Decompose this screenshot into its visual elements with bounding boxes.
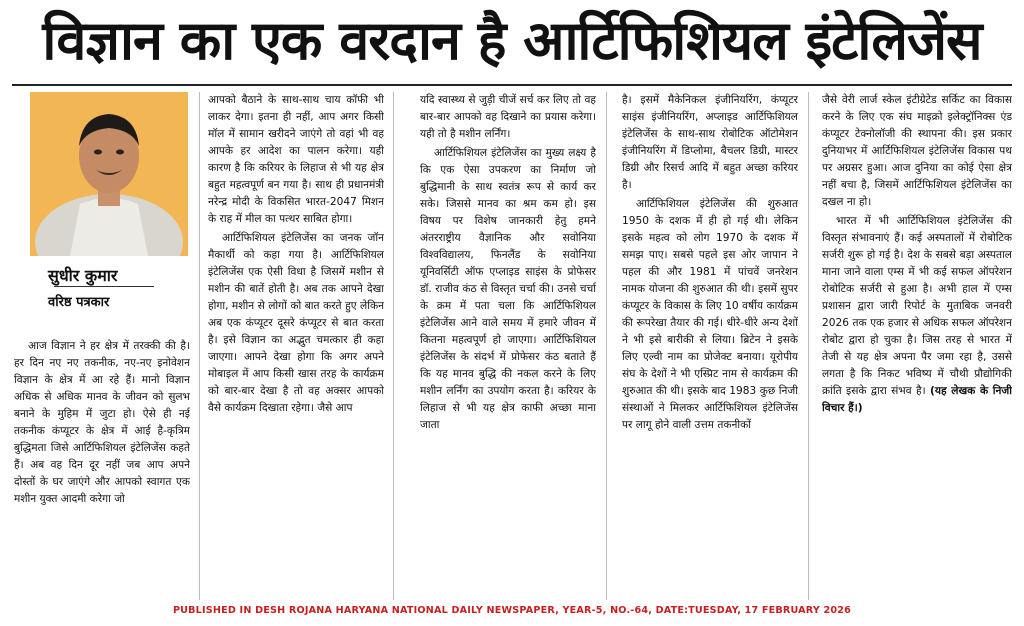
author-photo [30, 92, 188, 256]
column-2-paragraph: आपको बैठाने के साथ-साथ चाय कॉफी भी लाकर देगा। इतना ही नहीं, आप अगर किसी मॉल में सामान खरीदने जाएंगे तो वहां भी वह आपके हर आदेश का पालन करेगा। यही कारण है कि करियर के लिहाज से भी यह क्षेत्र बहुत महत्वपूर्ण बन गया है। साथ ही प्रधानमंत्री नरेन्द्र मोदी के विकसित भारत-2047 मिशन के राह में मील का पत्थर साबित होगा। [208, 94, 384, 225]
column-4-paragraph: है। इसमें मैकेनिकल इंजीनियरिंग, कंप्यूटर साइंस इंजीनियरिंग, अप्लाइड आर्टिफिशियल इंटेलिजेंस के साथ-साथ रोबोटिक ऑटोमेशन इंजीनियरिंग में डिप्लोमा, बैचलर डिग्री, मास्टर डिग्री और रिसर्च आदि में बहुत अच्छा करियर है। [622, 94, 798, 191]
column-2-paragraph: आर्टिफिशियल इंटेलिजेंस का जनक जॉन मैकार्थी को कहा गया है। आर्टिफिशियल इंटेलिजेंस एक ऐसी विधा है जिसमें मशीन से मशीन की बातें होती है। अब तक आपने देखा होगा, मशीन से लोगों को बात करते हुए लेकिन अब एक कंप्यूटर दूसरे कंप्यूटर से बात करता है। इसे विज्ञान का अद्भुत चमत्कार ही कहा जाएगा। आपने देखा होगा कि अगर अपने मोबाइल में आप किसी खास तरह के कार्यक्रम को बार-बार देखा है तो वह अक्सर आपको वैसे कार्यक्रम दिखाता रहेगा। जैसे आप [208, 232, 384, 414]
column-3-paragraph: आर्टिफिशियल इंटेलिजेंस का मुख्य लक्ष्य है कि एक ऐसा उपकरण का निर्माण जो बुद्धिमानी के साथ स्वतंत्र रूप से कार्य कर सके। जिससे मानव का श्रम कम हो। इस विषय पर विशेष जानकारी हेतु हमने अंतरराष्ट्रीय वैज्ञानिक और सवोनिया विश्वविद्यालय, फिनलैंड के सवोनिया यूनिवर्सिटी ऑफ एप्लाइड साइंस के प्रोफेसर डॉ. राजीव कंठ से विस्तृत चर्चा की। उनसे चर्चा के क्रम में पता चला कि आर्टिफिशियल इंटेलिजेंस आने वाले समय में हमारे जीवन में कितना महत्वपूर्ण हो जाएगा। आर्टिफिशियल इंटेलिजेंस के संदर्भ में प्रोफेसर कंठ बताते हैं कि यह मानव बुद्धि की नकल करने के लिए मशीन लर्निंग का उपयोग करता है। करियर के लिहाज से भी यह क्षेत्र काफी अच्छा माना जाता [420, 147, 596, 431]
column-3 [420, 92, 596, 602]
column-divider [199, 92, 200, 600]
byline-title: वरिष्ठ पत्रकार [48, 295, 110, 310]
publication-footer: PUBLISHED IN DESH ROJANA HARYANA NATIONAL DAILY NEWSPAPER, YEAR-5, NO.-64, DATE:TUESDAY, 17 FEBRUARY 2026 [172, 605, 852, 616]
column-5-text: भारत में भी आर्टिफिशियल इंटेलिजेंस की विस्तृत संभावनाएं हैं। कई अस्पतालों में रोबोटिक सर्जरी शुरू हो गई है। देश के सबसे बड़ा अस्पताल माना जाने वाला एम्स में भी कई सफल ऑपरेशन रोबोटिक सर्जरी से हुआ है। अभी हाल में एम्स प्रशासन द्वारा जारी रिपोर्ट के मुताबिक जनवरी 2026 तक एक हजार से अधिक सफल ऑपरेशन रोबोट द्वारा हो चुका है। जिस तरह से भारत में तेजी से यह क्षेत्र अपना पैर जमा रहा है, उससे लगता है कि निकट भविष्य में चौथी प्रौद्योगिकी क्रांति इसके द्वारा संभव है। [822, 215, 1012, 397]
column-divider [808, 92, 809, 600]
column-1 [14, 338, 190, 602]
column-divider [606, 92, 607, 600]
column-divider [393, 92, 394, 600]
column-4 [622, 92, 798, 602]
headline-rule [12, 84, 1012, 86]
column-5 [822, 92, 1012, 602]
column-1-paragraph: आज विज्ञान ने हर क्षेत्र में तरक्की की है। हर दिन नए नए तकनीक, नए-नए इनोवेशन विज्ञान के क्षेत्र में आ रहे हैं। मानो विज्ञान अधिक से अधिक मानव के जीवन को सुलभ बनाने के मुहिम में जुटा हो। ऐसे ही नई तकनीक कंप्यूटर के क्षेत्र में आई है-कृत्रिम बुद्धिमता जिसे आर्टिफिशियल इंटेलिजेंस कहते हैं। अब वह दिन दूर नहीं जब आप अपने दोस्तों के घर जाएंगे और आपको स्वागत एक मशीन युक्त आदमी करेगा जो [14, 340, 190, 505]
column-5-paragraph: जैसे वेरी लार्ज स्केल इंटीग्रेटेड सर्किट का विकास करने के लिए एक संघ माइक्रो इलेक्ट्रॉनिक्स एंड कंप्यूटर टेक्नोलॉजी की स्थापना की। इस प्रकार दुनियाभर में आर्टिफिशियल इंटेलिजेंस विकास पथ पर अग्रसर हुआ। आज दुनिया का कोई ऐसा क्षेत्र नहीं बचा है, जिसमें आर्टिफिशियल इंटेलिजेंस का दखल ना हो। [822, 94, 1012, 208]
column-5-paragraph [822, 213, 1012, 417]
column-2 [208, 92, 384, 602]
headline: विज्ञान का एक वरदान है आर्टिफिशियल इंटेलिजेंस [42, 9, 982, 72]
byline-name: सुधीर कुमार [48, 266, 118, 285]
column-3-paragraph: यदि स्वास्थ्य से जुड़ी चीजें सर्च कर लिए तो वह बार-बार आपको वह दिखाने का प्रयास करेगा। यही तो है मशीन लर्निंग। [420, 94, 596, 140]
column-4-paragraph: आर्टिफिशियल इंटेलिजेंस की शुरुआत 1950 के दशक में ही हो गई थी। लेकिन इसके महत्व को लोग 1970 के दशक में समझ पाए। सबसे पहले इस ओर जापान ने पहल की और 1981 में पांचवें जनरेशन नामक योजना की शुरुआत की थी। इसमें सुपर कंप्यूटर के विकास के लिए 10 वर्षीय कार्यक्रम की रूपरेखा तैयार की गई। धीरे-धीरे अन्य देशों ने भी इसे बारीकी से लिया। ब्रिटेन ने इसके लिए एल्वी नाम का प्रोजेक्ट बनाया। यूरोपीय संघ के देशों ने भी एस्प्रिट नाम से कार्यक्रम की शुरुआत की थी। इसके बाद 1983 कुछ निजी संस्थाओं ने मिलकर आर्टिफिशियल इंटेलिजेंस पर लागू होने वाली उत्तम तकनीकों [622, 198, 798, 431]
byline-rule [54, 286, 154, 287]
author-disclaimer: (यह लेखक के निजी विचार हैं।) [822, 385, 1012, 414]
